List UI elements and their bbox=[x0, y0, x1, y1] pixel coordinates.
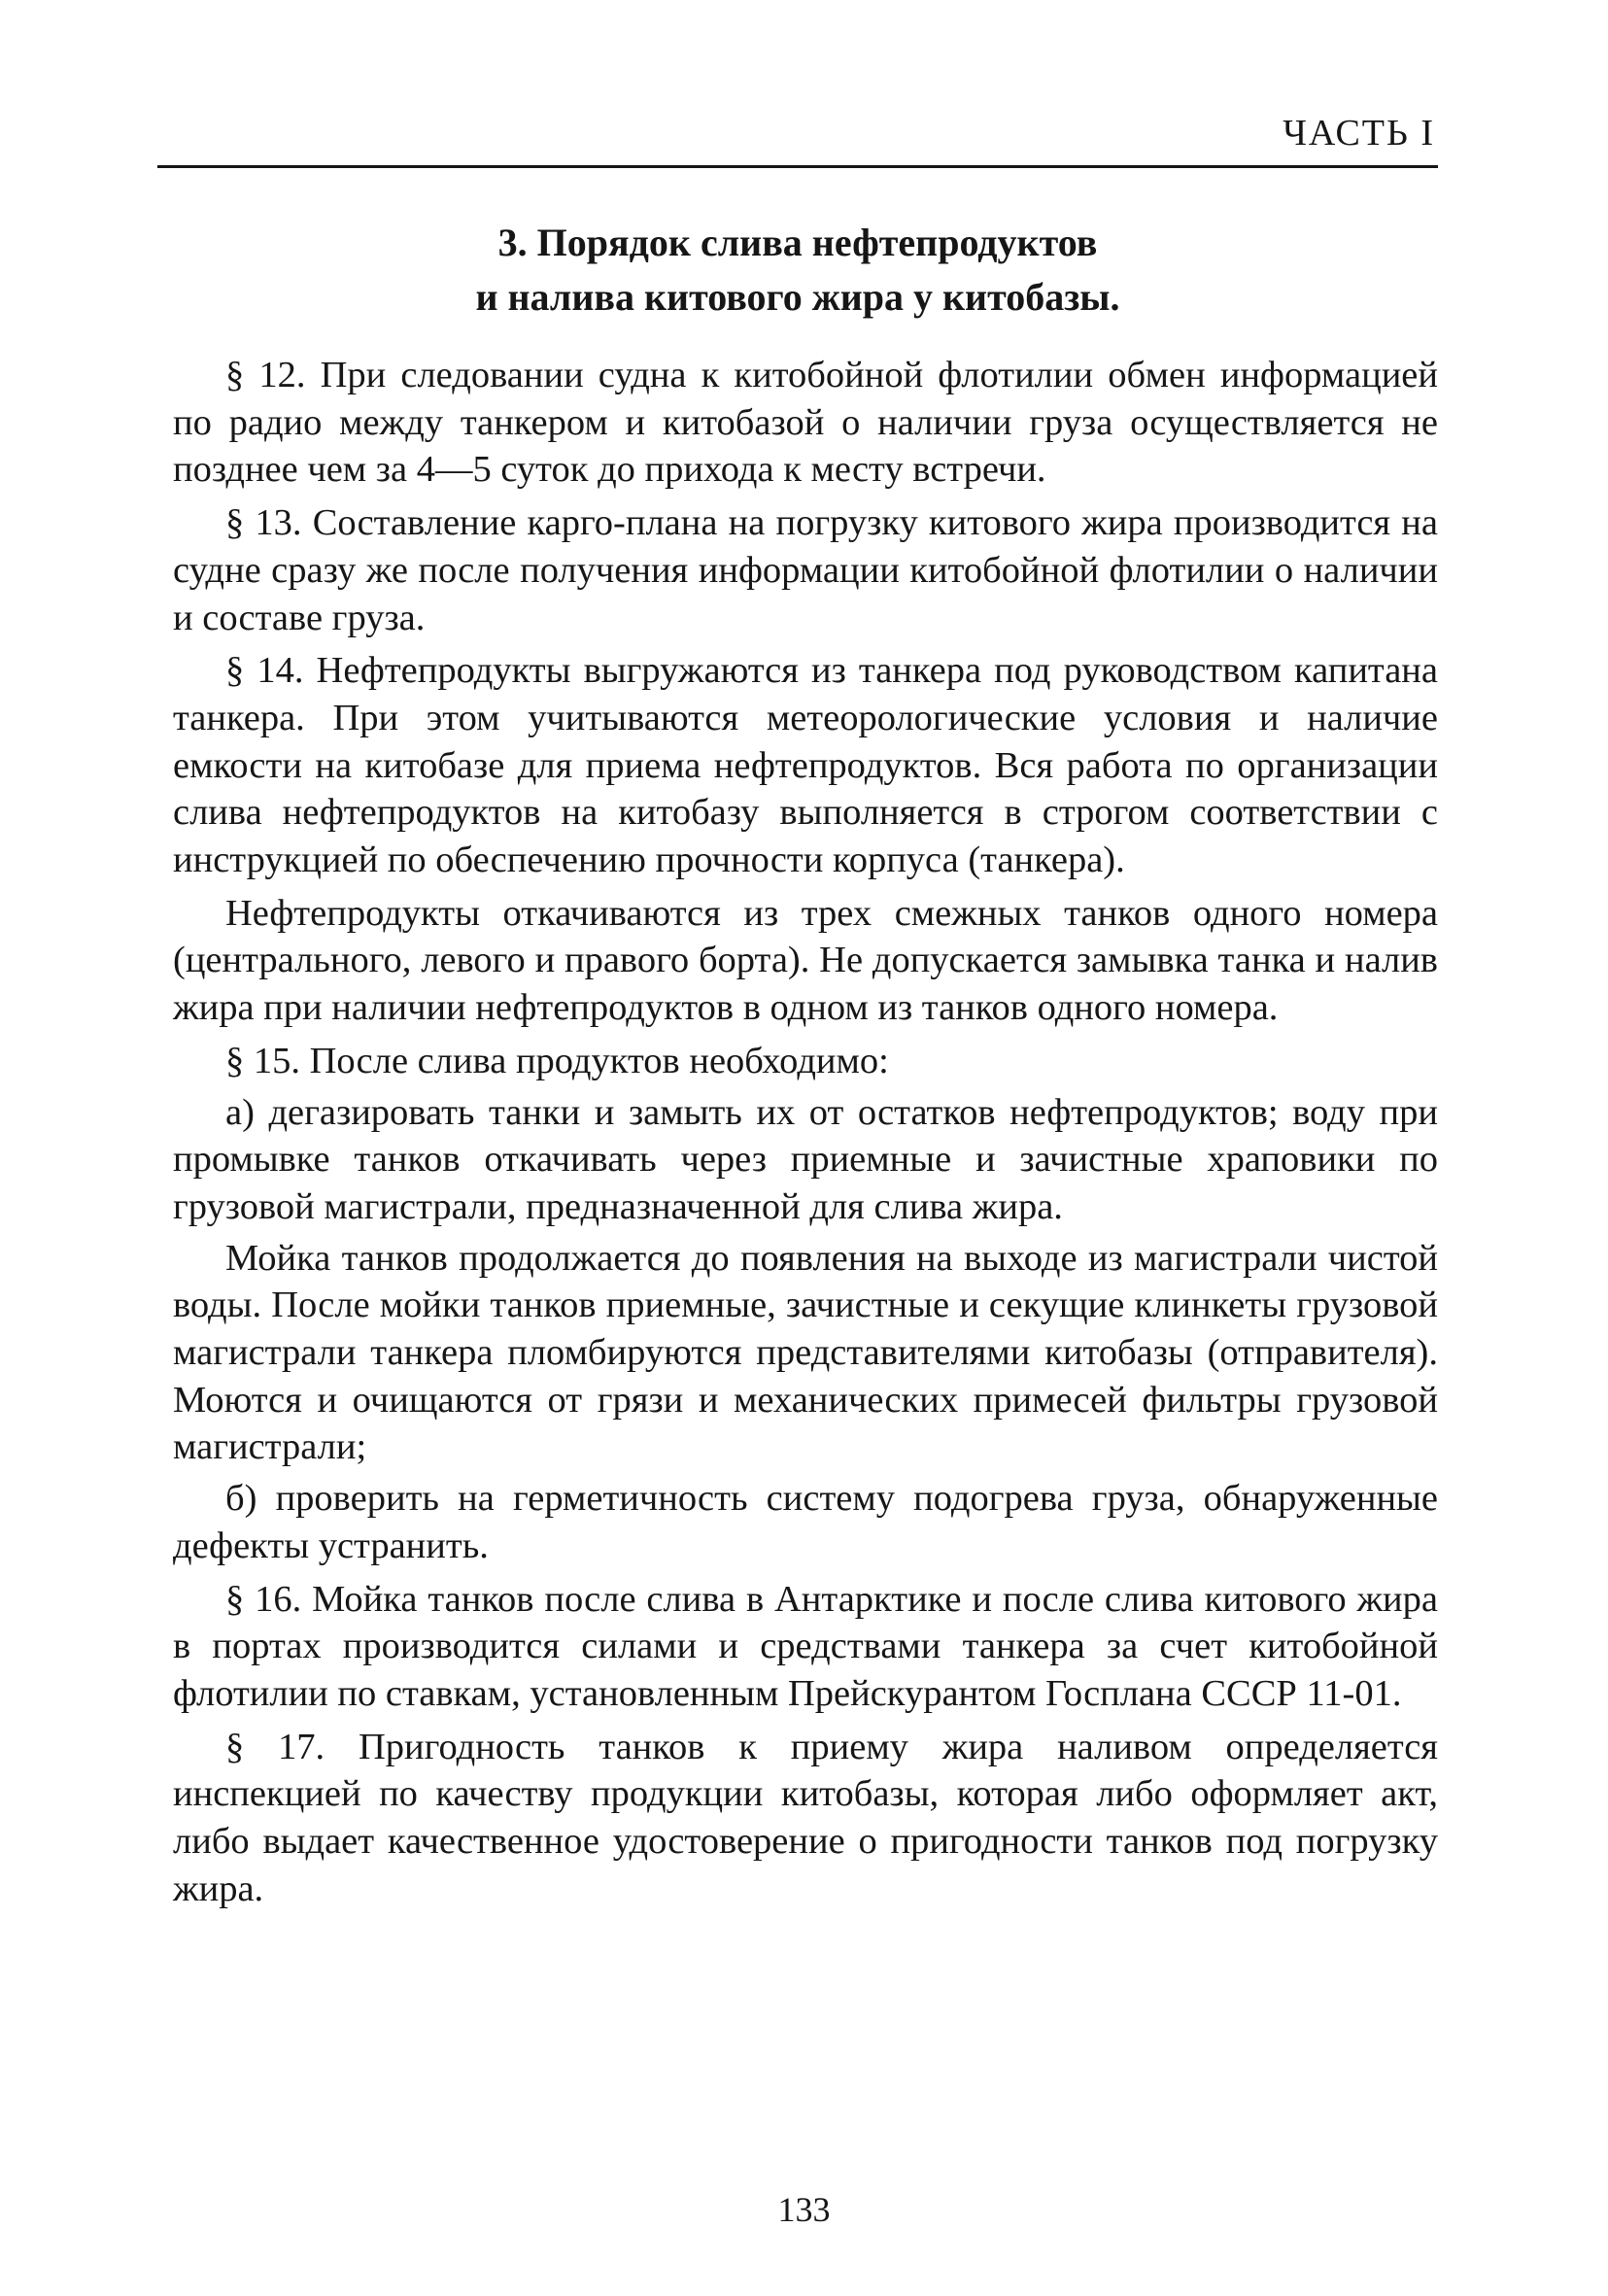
paragraph-15-item-a: а) дегазировать танки и замыть их от остатков нефтепродуктов; воду при промывке танков откачивать через приемные и зачистные храповики по грузовой магистрали, предназначенной для слива жира. bbox=[173, 1091, 1438, 1227]
paragraph-17: § 17. Пригодность танков к приему жира наливом определяется инспекцией по качеству продукции китобазы, которая либо оформляет акт, либо выдает качественное удостоверение о пригодности танков под погрузку жира. bbox=[173, 1726, 1438, 1909]
body-text bbox=[173, 352, 1438, 1913]
paragraph-14-continuation: Нефтепродукты откачиваются из трех смежных танков одного номера (центрального, левого и правого борта). Не допускается замывка танка и налив жира при наличии нефтепродуктов в одном из танков одного номера. bbox=[173, 892, 1438, 1029]
section-title-line-1: 3. Порядок слива нефтепродуктов bbox=[497, 221, 1098, 264]
paragraph-16: § 16. Мойка танков после слива в Антарктике и после слива китового жира в портах производится силами и средствами танкера за счет китобойной флотилии по ставкам, установленным Прейскурантом Госплана СССР 11-01. bbox=[173, 1578, 1438, 1714]
section-title bbox=[157, 216, 1438, 325]
paragraph-13: § 13. Составление карго-плана на погрузку китового жира производится на судне сразу же после получения информации китобойной флотилии о наличии и составе груза. bbox=[173, 502, 1438, 638]
paragraph-14: § 14. Нефтепродукты выгружаются из танкера под руководством капитана танкера. При этом учитываются метеорологические условия и наличие емкости на китобазе для приема нефтепродуктов. Вся работа по организации слива нефтепродуктов на китобазу выполняется в строгом соответствии с инструкцией по обеспечению прочности корпуса (танкера). bbox=[173, 650, 1438, 881]
section-title-line-2: и налива китового жира у китобазы. bbox=[475, 275, 1120, 319]
header-rule bbox=[157, 165, 1438, 168]
paragraph-15-item-a-continuation: Мойка танков продолжается до появления на выходе из магистрали чистой воды. После мойки танков приемные, зачистные и секущие клинкеты грузовой магистрали танкера пломбируются представителями китобазы (отправителя). Моются и очищаются от грязи и механических примесей фильтры грузовой магистрали; bbox=[173, 1237, 1438, 1468]
paragraph-15-item-b: б) проверить на герметичность систему подогрева груза, обнаруженные дефекты устранить. bbox=[173, 1478, 1438, 1566]
paragraph-12: § 12. При следовании судна к китобойной флотилии обмен информацией по радио между танкером и китобазой о наличии груза осуществляется не позднее чем за 4—5 суток до прихода к месту встречи. bbox=[173, 355, 1438, 491]
page-number: 133 bbox=[777, 2190, 831, 2229]
running-header: ЧАСТЬ I bbox=[1283, 113, 1435, 154]
paragraph-15: § 15. После слива продуктов необходимо: bbox=[225, 1040, 889, 1081]
